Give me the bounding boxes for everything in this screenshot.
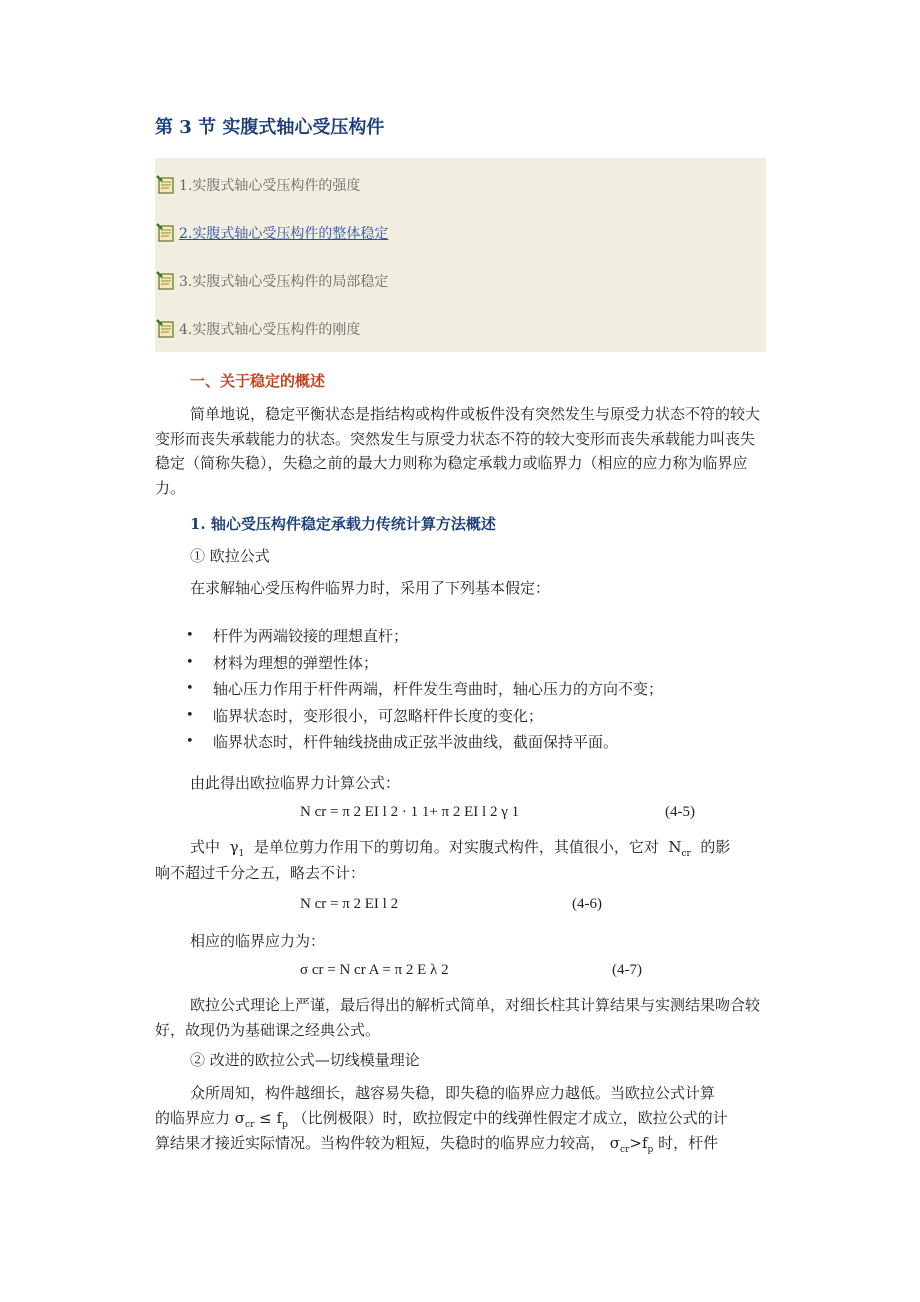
equation-number: (4-7): [612, 962, 642, 978]
equation-number: (4-5): [665, 804, 695, 820]
toc-link-strength[interactable]: 1.实腹式轴心受压构件的强度: [179, 178, 361, 194]
sigma-symbol: $\sigma_{cr}$: [609, 1134, 630, 1155]
list-item: • 临界状态时，变形很小，可忽略杆件长度的变化；: [186, 706, 663, 733]
stability-paragraph: 简单地说，稳定平衡状态是指结构或构件或板件没有突然发生与原受力状态不符的较大变形而丧失承载能力的状态。突然发生与原受力状态不符的较大变形而丧失承载能力叫丧失稳定（简称失稳），失稳之前的最大力则称为稳定承载力或临界力（相应的应力称为临界应力。: [155, 405, 761, 497]
paragraph-line: 算结果才接近实际情况。当构件较为粗短，失稳时的临界应力较高， $\sigma_{cr}>f_p$ 时，杆件: [155, 1134, 719, 1155]
document-icon: [155, 173, 177, 195]
ncr-symbol: $N_{cr}$: [668, 838, 691, 859]
subsection-heading: 1. 轴心受压构件稳定承载力传统计算方法概述: [190, 515, 496, 533]
toc-link-stiffness[interactable]: 4.实腹式轴心受压构件的刚度: [179, 322, 361, 338]
item-euler-formula: ① 欧拉公式: [190, 547, 270, 565]
toc-item-2[interactable]: [155, 219, 388, 243]
equation-4-5: N cr = π 2 EI l 2 · 1 1+ π 2 EI l 2 γ 1: [300, 804, 520, 820]
toc-panel: [155, 158, 766, 352]
list-item: • 杆件为两端铰接的理想直杆；: [186, 626, 663, 653]
toc-item-3[interactable]: [155, 267, 388, 291]
assumption-list: [186, 626, 663, 759]
equation-4-6: N cr = π 2 EI l 2: [300, 896, 399, 912]
toc-link-local-stability[interactable]: 3.实腹式轴心受压构件的局部稳定: [179, 274, 389, 290]
toc-item-1[interactable]: [155, 171, 360, 195]
section-heading: 一、关于稳定的概述: [190, 372, 326, 390]
assumptions-intro: 在求解轴心受压构件临界力时，采用了下列基本假定：: [190, 579, 551, 597]
paragraph-line: 众所周知，构件越细长，越容易失稳，即失稳的临界应力越低。当欧拉公式计算: [190, 1084, 716, 1102]
sigma-symbol: $\sigma_{cr}$: [234, 1109, 255, 1130]
paragraph-line: 的临界应力 $\sigma_{cr} \le f_p$ （比例极限）时，欧拉假定中的线弹性假定才成立，欧拉公式的计: [155, 1109, 728, 1130]
document-icon: [155, 317, 177, 339]
list-item: • 轴心压力作用于杆件两端，杆件发生弯曲时，轴心压力的方向不变；: [186, 679, 663, 706]
toc-item-4[interactable]: [155, 315, 360, 339]
equation-number: (4-6): [572, 896, 602, 912]
formula-note-line2: 响不超过千分之五，略去不计：: [155, 864, 366, 882]
page-title: 第 3 节 实腹式轴心受压构件: [155, 117, 385, 138]
equation-4-7: σ cr = N cr A = π 2 E λ 2: [300, 962, 449, 978]
derivation-text: 由此得出欧拉临界力计算公式：: [190, 774, 401, 792]
stress-intro: 相应的临界应力为：: [190, 932, 326, 950]
toc-link-overall-stability[interactable]: 2.实腹式轴心受压构件的整体稳定: [179, 226, 389, 242]
list-item: • 材料为理想的弹塑性体；: [186, 653, 663, 680]
list-item: • 临界状态时，杆件轴线挠曲成正弦半波曲线，截面保持平面。: [186, 732, 663, 759]
document-icon: [155, 221, 177, 243]
document-icon: [155, 269, 177, 291]
item-tangent-modulus: ② 改进的欧拉公式—切线模量理论: [190, 1051, 420, 1069]
gamma-symbol: $\gamma_1$: [229, 838, 245, 859]
theory-paragraph: 欧拉公式理论上严谨，最后得出的解析式简单，对细长柱其计算结果与实测结果吻合较好，故现仍为基础课之经典公式。: [155, 996, 761, 1039]
formula-note-line1: 式中 $\gamma_1$ 是单位剪力作用下的剪切角。对实腹式构件，其值很小，它对 $N_{cr}$ 的影: [190, 838, 731, 859]
